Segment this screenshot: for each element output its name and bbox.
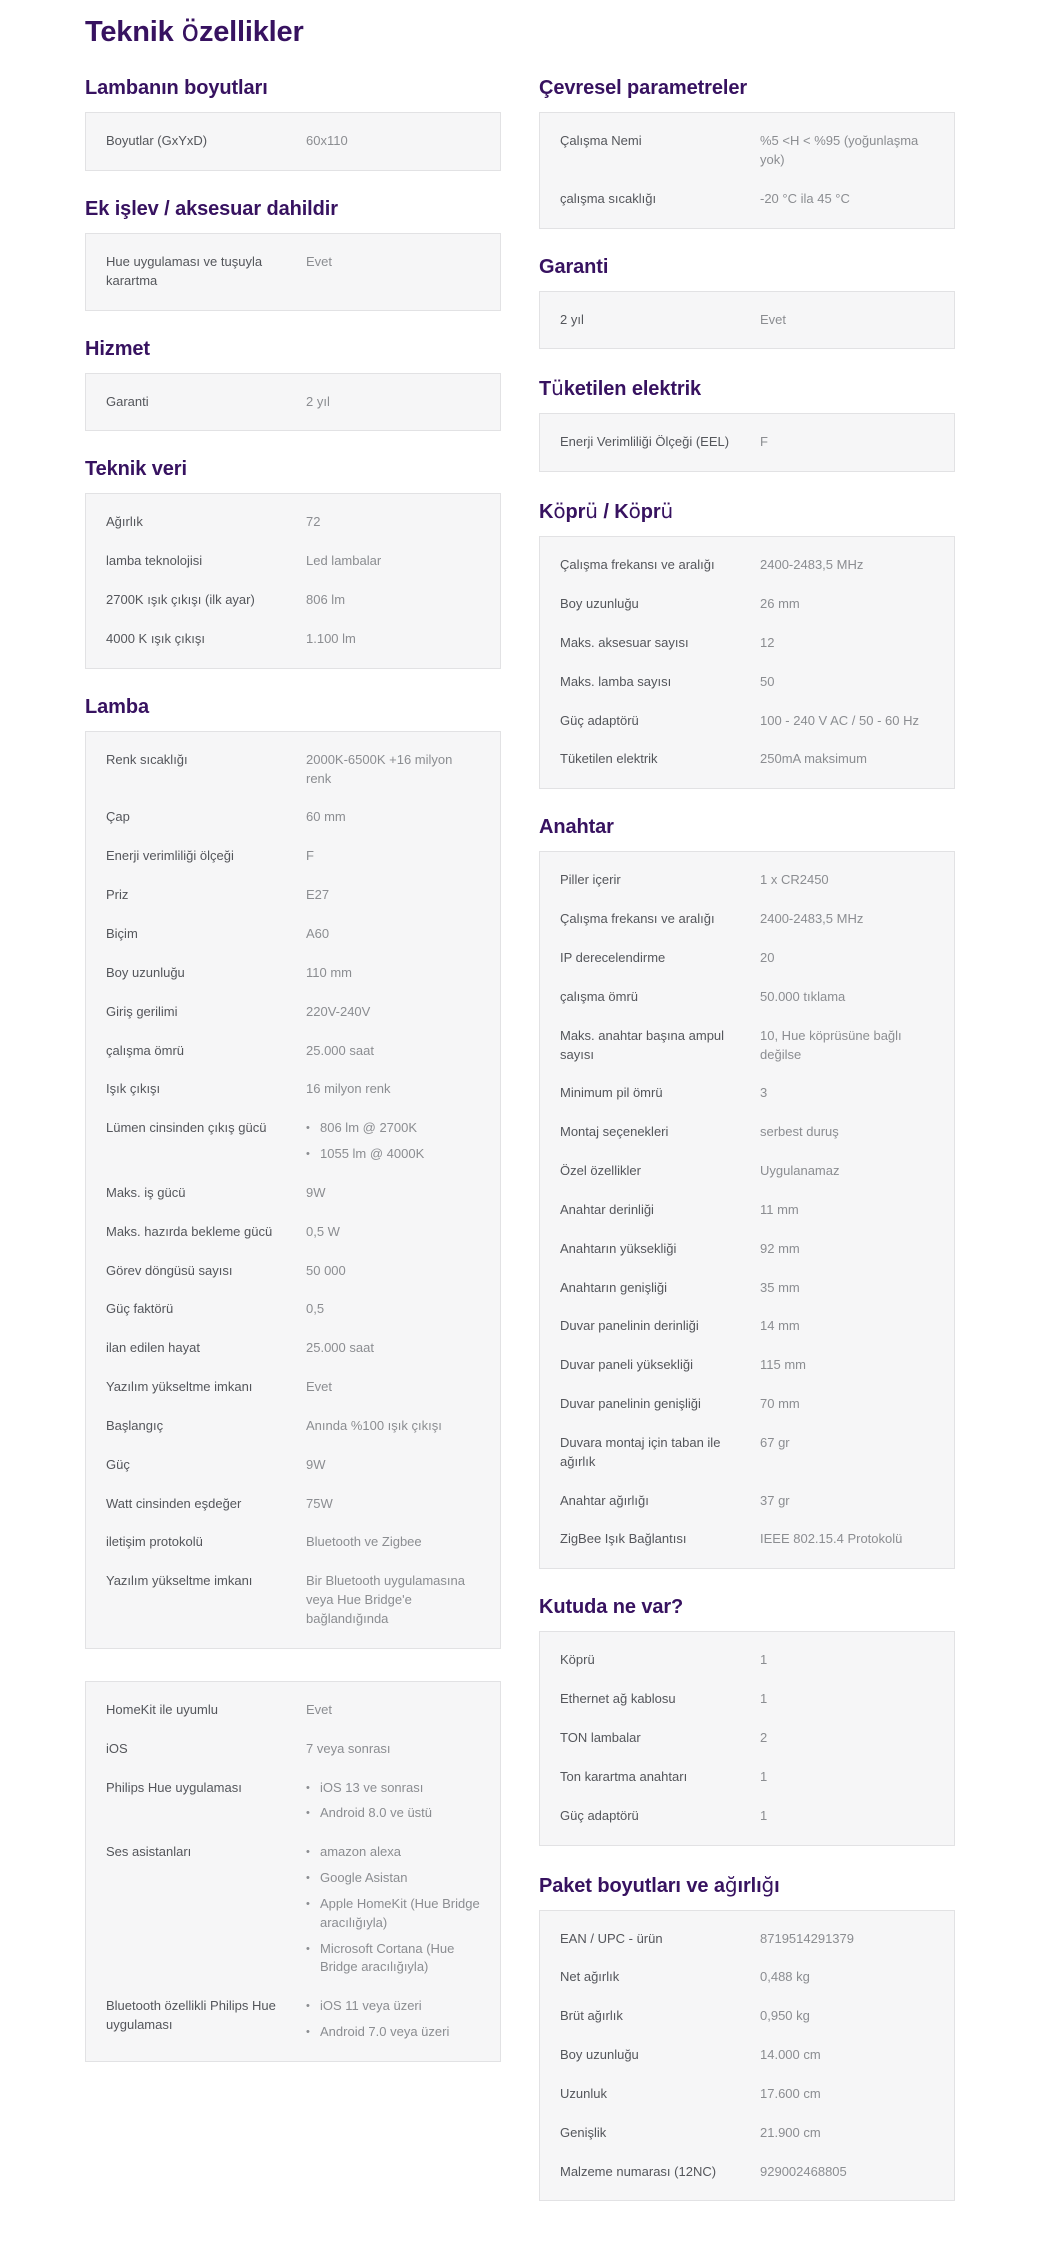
row-value: 3 bbox=[760, 1085, 768, 1101]
row-value: serbest duruş bbox=[760, 1124, 839, 1140]
table-row bbox=[106, 383, 480, 422]
table-row bbox=[560, 1482, 934, 1521]
table-row bbox=[106, 993, 480, 1032]
bullet-list bbox=[306, 1843, 480, 1977]
row-value: 1 x CR2450 bbox=[760, 872, 829, 888]
row-label: Özel özellikler bbox=[560, 1163, 641, 1179]
row-value: Uygulanamaz bbox=[760, 1163, 840, 1179]
row-value: A60 bbox=[306, 925, 330, 941]
table-row bbox=[560, 1997, 934, 2036]
table-row bbox=[560, 423, 934, 462]
row-label: Giriş gerilimi bbox=[106, 1003, 178, 1019]
table-row bbox=[106, 1109, 480, 1174]
table-row bbox=[560, 663, 934, 702]
row-value: Evet bbox=[306, 1379, 333, 1395]
row-value: 2 yıl bbox=[306, 393, 330, 409]
row-value: 60 mm bbox=[306, 809, 346, 825]
spec-section-left-2 bbox=[85, 338, 501, 432]
table-row bbox=[560, 1958, 934, 1997]
table-row bbox=[560, 1113, 934, 1152]
row-label: Ton karartma anahtarı bbox=[560, 1768, 688, 1784]
row-value: 1 bbox=[760, 1652, 768, 1668]
table-row bbox=[106, 837, 480, 876]
row-value: 806 lm bbox=[306, 592, 346, 608]
row-value: 9W bbox=[306, 1184, 326, 1200]
spec-table bbox=[85, 493, 501, 668]
row-value: 21.900 cm bbox=[760, 2124, 821, 2140]
bullet-item: • amazon alexa bbox=[306, 1843, 480, 1862]
row-label: Brüt ağırlık bbox=[560, 2008, 623, 2024]
bullet-item: • Android 8.0 ve üstü bbox=[306, 1804, 480, 1823]
table-row bbox=[560, 624, 934, 663]
table-row bbox=[106, 1691, 480, 1730]
bullet-item: • Microsoft Cortana (Hue Bridge aracılığıyla) bbox=[306, 1940, 480, 1978]
row-label: HomeKit ile uyumlu bbox=[106, 1701, 218, 1717]
spec-table bbox=[85, 373, 501, 432]
table-row bbox=[560, 702, 934, 741]
table-row bbox=[560, 1307, 934, 1346]
section-title: Tüketilen elektrik bbox=[539, 376, 702, 401]
bullet-item: • iOS 11 veya üzeri bbox=[306, 1997, 480, 2016]
row-value: 2400-2483,5 MHz bbox=[760, 911, 864, 927]
bullet-list bbox=[306, 1119, 480, 1164]
section-title: Lamba bbox=[85, 695, 149, 718]
row-label: Anahtar derinliği bbox=[560, 1201, 654, 1217]
table-row bbox=[106, 1213, 480, 1252]
row-value: 2000K-6500K +16 milyon renk bbox=[306, 751, 453, 786]
row-label: Boyutlar (GxYxD) bbox=[106, 133, 208, 148]
section-title: Garanti bbox=[539, 255, 609, 278]
row-value: 75W bbox=[306, 1495, 333, 1511]
row-value: 35 mm bbox=[760, 1279, 800, 1295]
section-title: Çevresel parametreler bbox=[539, 77, 748, 99]
row-label: Maks. iş gücü bbox=[106, 1184, 186, 1200]
row-value: 1.100 lm bbox=[306, 630, 356, 646]
row-value: 250mA maksimum bbox=[760, 751, 867, 767]
row-value: Evet bbox=[760, 311, 787, 327]
section-title: Paket boyutları ve ağırlığı bbox=[539, 1872, 780, 1897]
row-value: 60x110 bbox=[306, 133, 348, 148]
table-row bbox=[560, 1424, 934, 1482]
row-value: F bbox=[306, 848, 314, 864]
row-label: Güç adaptörü bbox=[560, 1807, 639, 1823]
bullet-list bbox=[306, 1997, 480, 2042]
spec-columns bbox=[85, 77, 955, 2201]
row-label: Anahtar ağırlığı bbox=[560, 1492, 649, 1508]
row-label: TON lambalar bbox=[560, 1730, 641, 1745]
table-row bbox=[560, 978, 934, 1017]
table-row bbox=[560, 585, 934, 624]
table-row bbox=[560, 900, 934, 939]
table-row bbox=[106, 1987, 480, 2052]
spec-table bbox=[539, 1631, 955, 1845]
row-value: 92 mm bbox=[760, 1240, 800, 1256]
row-value: 50.000 tıklama bbox=[760, 988, 846, 1004]
table-row bbox=[106, 798, 480, 837]
row-label: çalışma ömrü bbox=[560, 988, 639, 1004]
row-value: 25.000 saat bbox=[306, 1042, 374, 1058]
table-row bbox=[106, 876, 480, 915]
bullet-item: • 1055 lm @ 4000K bbox=[306, 1145, 480, 1164]
row-label: Duvara montaj için taban ile ağırlık bbox=[560, 1434, 721, 1469]
row-label: iletişim protokolü bbox=[106, 1534, 203, 1550]
row-value: 50 000 bbox=[306, 1262, 346, 1278]
row-value: Evet bbox=[306, 253, 333, 269]
row-label: Garanti bbox=[106, 393, 149, 409]
row-label: Çalışma Nemi bbox=[560, 133, 642, 148]
row-value: IEEE 802.15.4 Protokolü bbox=[760, 1531, 903, 1547]
row-label: Genişlik bbox=[560, 2124, 607, 2140]
row-value: Bir Bluetooth uygulamasına veya Hue Bridge'e bağlandığında bbox=[306, 1573, 465, 1626]
table-row bbox=[560, 180, 934, 219]
section-title: Ek işlev / aksesuar dahildir bbox=[85, 197, 338, 220]
spec-table bbox=[539, 291, 955, 350]
spec-section-left-5 bbox=[85, 1681, 501, 2062]
row-value: 17.600 cm bbox=[760, 2085, 821, 2101]
row-label: Enerji Verimliliği Ölçeği (EEL) bbox=[560, 434, 730, 450]
row-label: ilan edilen hayat bbox=[106, 1340, 200, 1356]
section-title: Teknik veri bbox=[85, 458, 187, 481]
table-row bbox=[106, 122, 480, 161]
row-value: 0,5 bbox=[306, 1301, 325, 1317]
row-value: 25.000 saat bbox=[306, 1340, 374, 1356]
spec-table bbox=[539, 112, 955, 229]
row-value: 16 milyon renk bbox=[306, 1081, 391, 1097]
table-row bbox=[106, 243, 480, 301]
row-label: Duvar paneli yüksekliği bbox=[560, 1357, 693, 1373]
row-label: Piller içerir bbox=[560, 872, 621, 888]
table-row bbox=[560, 861, 934, 900]
row-label: Maks. hazırda bekleme gücü bbox=[106, 1223, 273, 1239]
row-label: Watt cinsinden eşdeğer bbox=[106, 1495, 242, 1511]
row-label: ZigBee Işık Bağlantısı bbox=[560, 1531, 687, 1547]
spec-section-right-6 bbox=[539, 1873, 955, 2202]
row-label: Philips Hue uygulaması bbox=[106, 1779, 242, 1795]
row-value: 1 bbox=[760, 1807, 768, 1823]
row-value: %5 <H < %95 (yoğunlaşma yok) bbox=[760, 133, 919, 167]
table-row bbox=[560, 1520, 934, 1559]
row-label: Lümen cinsinden çıkış gücü bbox=[106, 1120, 267, 1136]
row-value: 7 veya sonrası bbox=[306, 1740, 391, 1756]
row-value: 8719514291379 bbox=[760, 1930, 854, 1946]
spec-section-right-1 bbox=[539, 256, 955, 350]
row-label: Duvar panelinin genişliği bbox=[560, 1396, 701, 1412]
page-title: Teknik özellikler bbox=[85, 14, 304, 48]
row-value: 9W bbox=[306, 1456, 326, 1472]
row-label: çalışma ömrü bbox=[106, 1042, 185, 1058]
table-row bbox=[560, 1920, 934, 1959]
row-label: Görev döngüsü sayısı bbox=[106, 1262, 233, 1278]
table-row bbox=[106, 1562, 480, 1639]
table-row bbox=[106, 954, 480, 993]
spec-section-left-3 bbox=[85, 458, 501, 668]
row-label: Maks. lamba sayısı bbox=[560, 673, 672, 689]
spec-section-left-1 bbox=[85, 198, 501, 311]
row-value: 20 bbox=[760, 949, 775, 965]
table-row bbox=[560, 1191, 934, 1230]
row-value bbox=[306, 1779, 480, 1824]
row-value: Evet bbox=[306, 1701, 333, 1717]
row-value: 1 bbox=[760, 1768, 768, 1784]
row-value: 0,5 W bbox=[306, 1223, 340, 1239]
spec-section-right-4 bbox=[539, 816, 955, 1569]
table-row bbox=[106, 1252, 480, 1291]
table-row bbox=[560, 546, 934, 585]
row-label: Yazılım yükseltme imkanı bbox=[106, 1573, 253, 1589]
row-value: 12 bbox=[760, 634, 775, 650]
table-row bbox=[106, 1368, 480, 1407]
table-row bbox=[560, 301, 934, 340]
row-value bbox=[306, 1843, 480, 1977]
section-title: Köprü / Köprü bbox=[539, 499, 674, 524]
row-value: 11 mm bbox=[760, 1201, 799, 1217]
row-label: Işık çıkışı bbox=[106, 1081, 161, 1097]
row-label: Priz bbox=[106, 887, 129, 903]
spec-section-right-3 bbox=[539, 499, 955, 789]
row-label: Enerji verimliliği ölçeği bbox=[106, 848, 234, 864]
row-label: Boy uzunluğu bbox=[560, 596, 639, 612]
spec-table bbox=[85, 1681, 501, 2062]
row-value: 115 mm bbox=[760, 1357, 806, 1373]
spec-section-right-5 bbox=[539, 1596, 955, 1845]
table-row bbox=[560, 1152, 934, 1191]
row-label: Boy uzunluğu bbox=[106, 964, 185, 980]
table-row bbox=[560, 2075, 934, 2114]
row-label: Ses asistanları bbox=[106, 1844, 192, 1860]
row-label: Ağırlık bbox=[106, 514, 143, 530]
row-label: IP derecelendirme bbox=[560, 949, 666, 965]
table-row bbox=[560, 1758, 934, 1797]
row-label: EAN / UPC - ürün bbox=[560, 1930, 663, 1946]
row-value bbox=[306, 1119, 480, 1164]
row-value: 1 bbox=[760, 1691, 768, 1707]
row-label: 2700K ışık çıkışı (ilk ayar) bbox=[106, 592, 255, 608]
table-row bbox=[560, 1074, 934, 1113]
table-row bbox=[106, 741, 480, 799]
row-label: Ethernet ağ kablosu bbox=[560, 1691, 676, 1707]
row-label: Maks. anahtar başına ampul sayısı bbox=[560, 1027, 725, 1062]
row-label: çalışma sıcaklığı bbox=[560, 190, 657, 206]
right-column bbox=[539, 77, 955, 2201]
row-value: 2400-2483,5 MHz bbox=[760, 557, 864, 573]
table-row bbox=[106, 503, 480, 542]
table-row bbox=[106, 1446, 480, 1485]
table-row bbox=[560, 1385, 934, 1424]
spec-section-right-0 bbox=[539, 77, 955, 229]
row-value: 14.000 cm bbox=[760, 2047, 821, 2063]
row-value: 72 bbox=[306, 514, 321, 530]
spec-table bbox=[539, 1910, 955, 2202]
row-label: Malzeme numarası (12NC) bbox=[560, 2163, 717, 2179]
row-label: Anahtarın yüksekliği bbox=[560, 1240, 677, 1256]
bullet-item: • iOS 13 ve sonrası bbox=[306, 1779, 480, 1798]
row-value: 0,950 kg bbox=[760, 2008, 810, 2024]
bullet-list bbox=[306, 1779, 480, 1824]
table-row bbox=[560, 1719, 934, 1758]
section-title: Hizmet bbox=[85, 337, 150, 360]
spec-section-left-4 bbox=[85, 696, 501, 1649]
table-row bbox=[106, 1290, 480, 1329]
row-value: 220V-240V bbox=[306, 1003, 371, 1019]
row-value: 10, Hue köprüsüne bağlı değilse bbox=[760, 1027, 902, 1062]
row-label: Güç bbox=[106, 1456, 130, 1472]
left-column bbox=[85, 77, 501, 2062]
row-label: Çalışma frekansı ve aralığı bbox=[560, 911, 715, 927]
table-row bbox=[106, 1174, 480, 1213]
row-value: -20 °C ila 45 °C bbox=[760, 190, 850, 206]
row-value: F bbox=[760, 434, 768, 450]
bullet-item: • Apple HomeKit (Hue Bridge aracılığıyla) bbox=[306, 1895, 480, 1933]
row-value: 110 mm bbox=[306, 964, 352, 980]
row-label: 2 yıl bbox=[560, 311, 584, 327]
table-row bbox=[106, 1730, 480, 1769]
spec-table bbox=[85, 731, 501, 1649]
table-row bbox=[106, 620, 480, 659]
table-row bbox=[560, 1641, 934, 1680]
table-row bbox=[560, 2114, 934, 2153]
row-value: 929002468805 bbox=[760, 2163, 847, 2179]
row-value: 37 gr bbox=[760, 1492, 790, 1508]
table-row bbox=[560, 122, 934, 180]
row-label: Çalışma frekansı ve aralığı bbox=[560, 557, 715, 573]
spec-table bbox=[85, 233, 501, 311]
bullet-item: • Android 7.0 veya üzeri bbox=[306, 2023, 480, 2042]
row-label: Boy uzunluğu bbox=[560, 2047, 639, 2063]
table-row bbox=[560, 1269, 934, 1308]
row-label: Anahtarın genişliği bbox=[560, 1279, 667, 1295]
bullet-item: • Google Asistan bbox=[306, 1869, 480, 1888]
row-label: Duvar panelinin derinliği bbox=[560, 1318, 699, 1334]
table-row bbox=[560, 2036, 934, 2075]
table-row bbox=[560, 2153, 934, 2192]
row-label: Uzunluk bbox=[560, 2085, 607, 2101]
row-label: Çap bbox=[106, 809, 130, 825]
row-label: Net ağırlık bbox=[560, 1969, 620, 1985]
table-row bbox=[560, 1017, 934, 1075]
row-label: Köprü bbox=[560, 1652, 595, 1668]
row-value: 67 gr bbox=[760, 1434, 790, 1450]
row-value: E27 bbox=[306, 887, 330, 903]
table-row bbox=[106, 1769, 480, 1834]
table-row bbox=[106, 1407, 480, 1446]
row-label: Tüketilen elektrik bbox=[560, 751, 658, 767]
bullet-item: • 806 lm @ 2700K bbox=[306, 1119, 480, 1138]
table-row bbox=[560, 1680, 934, 1719]
row-value: 100 - 240 V AC / 50 - 60 Hz bbox=[760, 712, 919, 728]
row-label: Güç adaptörü bbox=[560, 712, 639, 728]
row-label: Renk sıcaklığı bbox=[106, 751, 188, 767]
table-row bbox=[106, 1329, 480, 1368]
table-row bbox=[106, 1070, 480, 1109]
table-row bbox=[560, 1346, 934, 1385]
spec-table bbox=[539, 851, 955, 1569]
row-value: 50 bbox=[760, 673, 775, 689]
table-row bbox=[106, 1833, 480, 1987]
row-label: Hue uygulaması ve tuşuyla karartma bbox=[106, 253, 263, 288]
row-label: Montaj seçenekleri bbox=[560, 1124, 669, 1140]
table-row bbox=[560, 1797, 934, 1836]
spec-table bbox=[539, 536, 955, 789]
row-label: Başlangıç bbox=[106, 1417, 164, 1433]
row-label: iOS bbox=[106, 1740, 128, 1756]
row-value: 70 mm bbox=[760, 1396, 800, 1412]
section-title: Kutuda ne var? bbox=[539, 1596, 684, 1619]
spec-table bbox=[85, 112, 501, 171]
table-row bbox=[560, 1230, 934, 1269]
table-row bbox=[560, 740, 934, 779]
row-label: Yazılım yükseltme imkanı bbox=[106, 1379, 253, 1395]
section-title: Lambanın boyutları bbox=[85, 77, 268, 99]
table-row bbox=[106, 1032, 480, 1071]
row-label: Minimum pil ömrü bbox=[560, 1085, 663, 1101]
row-label: lamba teknolojisi bbox=[106, 553, 203, 569]
row-label: Bluetooth özellikli Philips Hue uygulaması bbox=[106, 1998, 276, 2033]
row-value: Led lambalar bbox=[306, 553, 382, 569]
table-row bbox=[106, 1523, 480, 1562]
row-value: 2 bbox=[760, 1730, 768, 1745]
spec-section-left-0 bbox=[85, 77, 501, 171]
row-value bbox=[306, 1997, 480, 2042]
section-title: Anahtar bbox=[539, 816, 614, 839]
table-row bbox=[106, 1485, 480, 1524]
spec-section-right-2 bbox=[539, 376, 955, 472]
row-value: Anında %100 ışık çıkışı bbox=[306, 1417, 442, 1433]
row-label: Biçim bbox=[106, 925, 138, 941]
row-value: 0,488 kg bbox=[760, 1969, 810, 1985]
row-value: 14 mm bbox=[760, 1318, 800, 1334]
row-value: 26 mm bbox=[760, 596, 800, 612]
row-label: Güç faktörü bbox=[106, 1301, 174, 1317]
row-label: Maks. aksesuar sayısı bbox=[560, 634, 689, 650]
spec-table bbox=[539, 413, 955, 472]
table-row bbox=[106, 915, 480, 954]
table-row bbox=[106, 581, 480, 620]
table-row bbox=[560, 939, 934, 978]
row-value: Bluetooth ve Zigbee bbox=[306, 1534, 422, 1550]
row-label: 4000 K ışık çıkışı bbox=[106, 630, 205, 646]
table-row bbox=[106, 542, 480, 581]
